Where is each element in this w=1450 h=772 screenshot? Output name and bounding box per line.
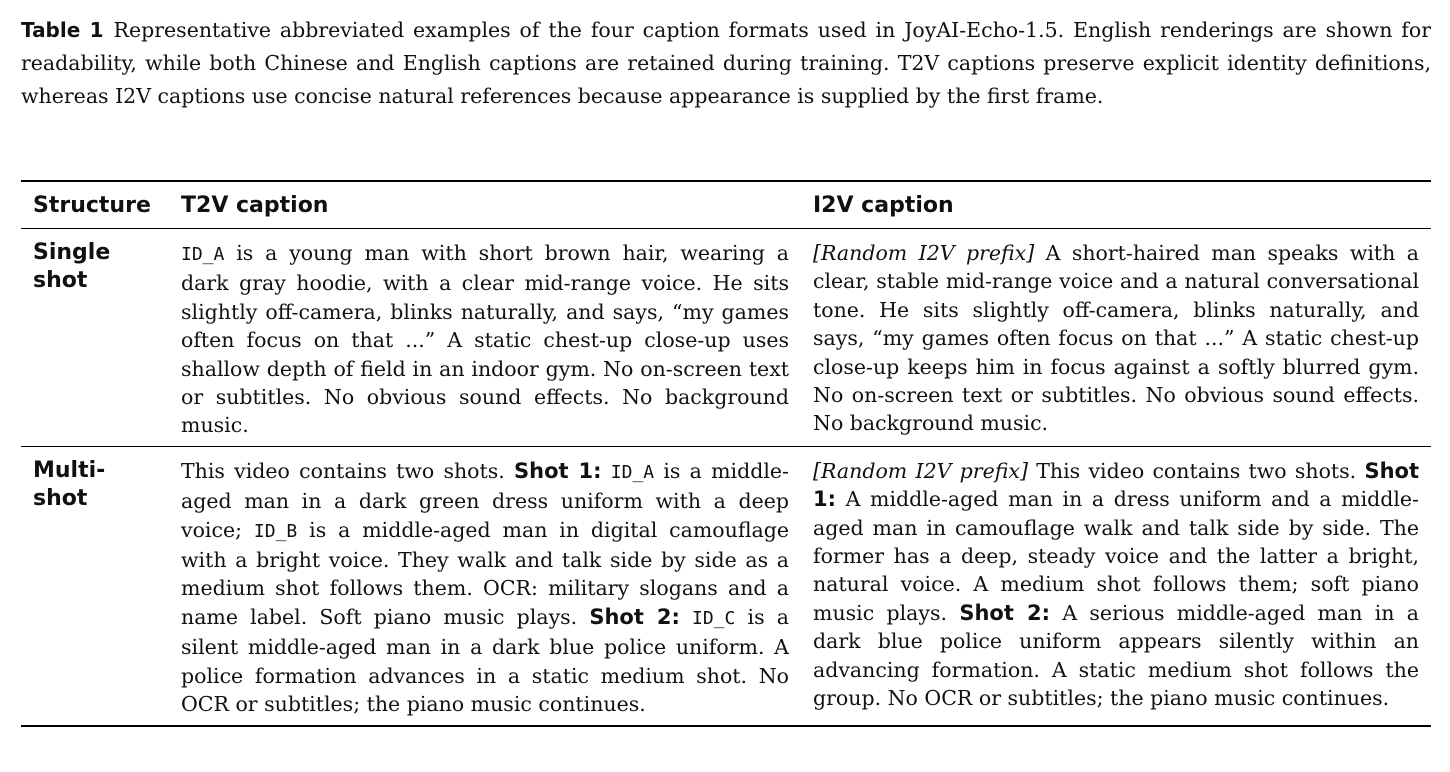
shot-2-label: Shot 2:: [959, 600, 1050, 625]
t2v-text: is a young man with short brown hair, wearing a dark gray hoodie, with a clear mid-range voice. He sits slightly off-camera, blinks naturally, and says, “my games often focus on that ...” A static chest-up close-up uses shallow depth of field in an indoor gym. No on-screen text or subtitles. No obvious sound effects. No background music.: [181, 241, 789, 438]
identity-token: ID_C: [692, 607, 736, 629]
t2v-shot1-text-a: is a middle-aged man in a dark green dress uniform with a deep voice;: [181, 458, 789, 542]
table-header-row: [21, 181, 1431, 229]
i2v-caption-cell: [801, 446, 1431, 725]
i2v-intro: This video contains two shots.: [1036, 458, 1357, 483]
table-row: [21, 446, 1431, 725]
t2v-caption-cell: [169, 229, 801, 447]
shot-1-label: Shot 1:: [514, 458, 602, 483]
i2v-caption-cell: [801, 229, 1431, 447]
table-label: Table 1: [21, 18, 104, 42]
identity-token: ID_A: [610, 461, 655, 483]
caption-format-table: [21, 180, 1431, 727]
header-t2v-caption: T2V caption: [181, 192, 329, 218]
structure-cell: Multi-shot: [33, 457, 106, 511]
caption-text: Representative abbreviated examples of the four caption formats used in JoyAI-Echo-1.5. English renderings are shown for readability, while both Chinese and English captions are retained during training. T2V captions preserve explicit identity definitions, whereas I2V captions use concise natural references because appearance is supplied by the first frame.: [21, 18, 1431, 108]
table-row: [21, 229, 1431, 447]
i2v-prefix: [Random I2V prefix]: [813, 458, 1028, 483]
t2v-intro: This video contains two shots.: [181, 458, 505, 483]
shot-1-label: Shot 1:: [813, 458, 1419, 512]
i2v-text: A short-haired man speaks with a clear, stable mid-range voice and a natural conversational tone. He sits slightly off-camera, blinks naturally, and says, “my games often focus on that ...” A static chest-up close-up keeps him in focus against a softly blurred gym. No on-screen text or subtitles. No obvious sound effects. No background music.: [813, 241, 1419, 436]
identity-token: ID_A: [181, 244, 225, 265]
i2v-prefix: [Random I2V prefix]: [813, 241, 1035, 265]
shot-2-label: Shot 2:: [589, 604, 680, 629]
table-caption: [21, 14, 1431, 113]
paper-page: [21, 14, 1431, 717]
header-i2v-caption: I2V caption: [813, 192, 954, 218]
header-structure: Structure: [33, 192, 151, 218]
t2v-caption-cell: [169, 446, 801, 725]
t2v-shot1-text-b: is a middle-aged man in digital camouflage with a bright voice. They walk and talk side by side as a medium shot follows them. OCR: military slogans and a name label. Soft piano music plays.: [181, 517, 789, 629]
i2v-shot1-text: A middle-aged man in a dress uniform and a middle-aged man in camouflage walk and talk side by side. The former has a deep, steady voice and the latter a bright, natural voice. A medium shot follows them; soft piano music plays.: [813, 487, 1419, 625]
i2v-shot2-text: A serious middle-aged man in a dark blue police uniform appears silently within an advancing formation. A static medium shot follows the group. No OCR or subtitles; the piano music continues.: [813, 600, 1419, 711]
identity-token: ID_B: [253, 520, 298, 542]
t2v-shot2-text: is a silent middle-aged man in a dark blue police uniform. A police formation advances in a static medium shot. No OCR or subtitles; the piano music continues.: [181, 604, 789, 717]
structure-cell: Single shot: [33, 240, 111, 293]
